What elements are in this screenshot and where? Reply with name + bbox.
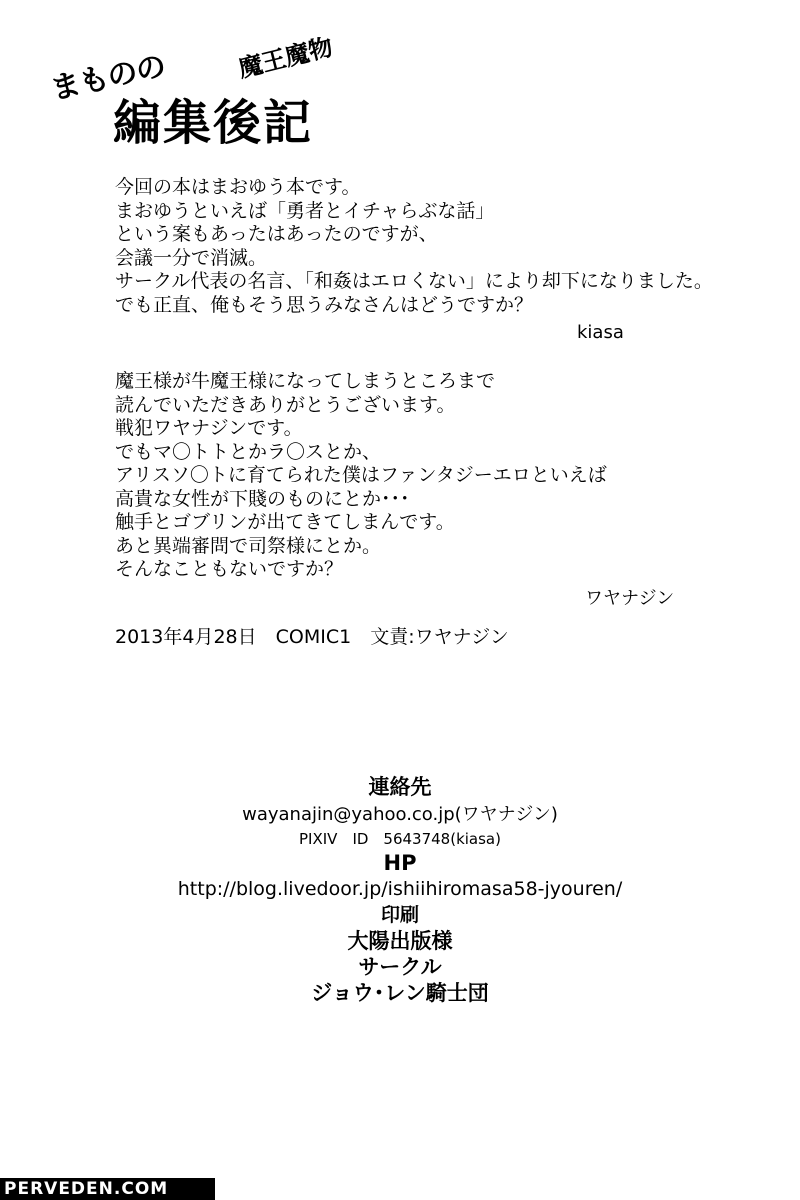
text-line: 会議一分で消滅。	[115, 246, 268, 269]
contact-section	[0, 772, 800, 1006]
text-line: という案もあったはあったのですが、	[115, 223, 438, 245]
kiasa-message	[115, 176, 713, 317]
text-line: 戦犯ワヤナジンです。	[115, 417, 303, 439]
print-label: 印刷	[380, 904, 419, 926]
text-line: 触手とゴブリンが出てきてしまんです。	[115, 511, 455, 533]
text-line: でも正直、俺もそう思うみなさんはどうですか？	[115, 293, 534, 316]
text-line: 読んでいただきありがとうございます。	[115, 393, 456, 416]
title-logo	[47, 28, 336, 151]
hp-label: HP	[383, 851, 417, 875]
circle-name: ジョウ･レン騎士団	[311, 981, 489, 1005]
date-line: 2013年4月28日 COMIC1 文責:ワヤナジン	[115, 626, 509, 648]
text-line: まおゆうといえば「勇者とイチャらぶな話」	[115, 199, 495, 222]
contact-heading: 連絡先	[368, 775, 432, 799]
text-line: そんなこともないですか？	[115, 558, 344, 580]
contact-pixiv-id: PIXIV ID 5643748(kiasa)	[299, 830, 501, 848]
wayanajin-message	[115, 370, 607, 582]
text-line: 高貴な女性が下賤のものにとか･･･	[115, 487, 410, 510]
site-watermark: PERVEDEN.COM	[0, 1178, 215, 1200]
circle-label: サークル	[358, 955, 442, 979]
wayanajin-signature: ワヤナジン	[585, 588, 675, 609]
text-line: アリスソ〇トに育てられた僕はファンタジーエロといえば	[115, 464, 607, 486]
page-title: 編集後記	[113, 95, 314, 151]
logo-maou-text: 魔王魔物	[235, 32, 336, 84]
logo-mamono-label: まものの	[47, 48, 169, 108]
text-line: 今回の本はまおゆう本です。	[115, 176, 361, 198]
text-line: あと異端審問で司祭様にとか。	[115, 534, 382, 557]
printer-name: 大陽出版様	[347, 929, 453, 953]
kiasa-signature: kiasa	[577, 322, 624, 343]
text-line: でもマ〇トトとかラ〇スとか、	[115, 440, 382, 463]
contact-email: wayanajin@yahoo.co.jp(ワヤナジン)	[242, 804, 558, 825]
text-line: サークル代表の名言、「和姦はエロくない」により却下になりました。	[115, 270, 713, 292]
text-line: 魔王様が牛魔王様になってしまうところまで	[115, 370, 496, 392]
hp-url: http://blog.livedoor.jp/ishiihiromasa58-jyouren/	[177, 878, 623, 900]
